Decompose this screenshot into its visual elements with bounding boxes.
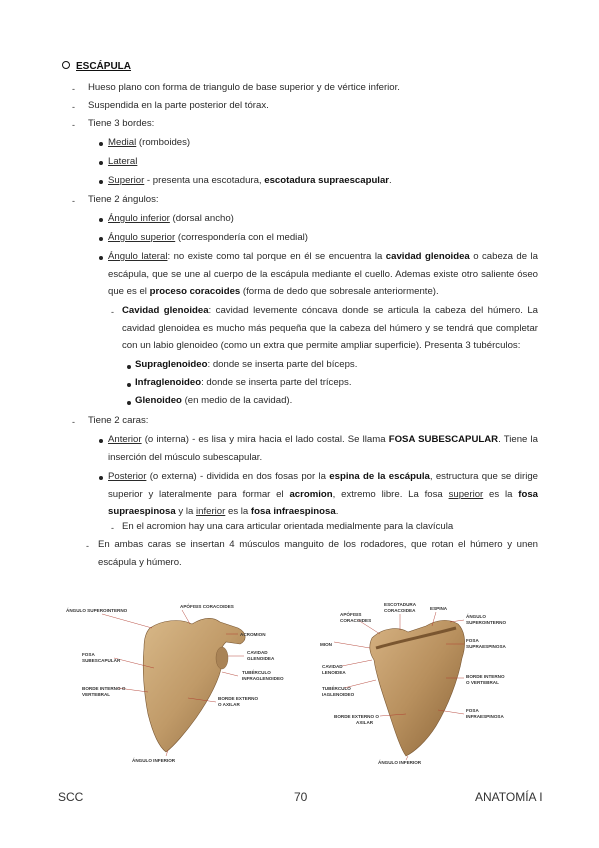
figure-label: BORDE INTERNO O xyxy=(82,686,126,691)
page-number: 70 xyxy=(294,790,308,804)
dash-bullet-icon: - xyxy=(72,417,75,427)
figure-label: CORACOIDEA xyxy=(384,608,416,613)
figure-label: BORDE INTERNO xyxy=(466,674,505,679)
dot-bullet-icon xyxy=(99,161,103,165)
figure-label: MION xyxy=(320,642,332,647)
text-line: Suspendida en la parte posterior del tórax. xyxy=(88,100,269,111)
figure-label: INFRAGLENOIDEO xyxy=(242,676,284,681)
figure-label: ÁNGULO xyxy=(466,614,486,619)
figure-label: TUBÉRCULO xyxy=(242,670,271,675)
figure-label: BORDE EXTERNO xyxy=(218,696,259,701)
figure-label: ÁNGULO SUPEROINTERNO xyxy=(66,608,128,613)
figure-label: VERTEBRAL xyxy=(82,692,111,697)
text-line: Tiene 2 caras: xyxy=(88,415,149,426)
text-line: Lateral xyxy=(108,156,138,167)
dot-bullet-icon xyxy=(99,476,103,480)
dash-bullet-icon: - xyxy=(72,102,75,112)
footer-left: SCC xyxy=(58,790,84,804)
text-line: Ángulo superior (correspondería con el medial) xyxy=(108,232,308,243)
figure-label: ÁNGULO INFERIOR xyxy=(378,760,422,765)
figure-label: CAVIDAD xyxy=(247,650,268,655)
figure-label: FOSA xyxy=(466,638,479,643)
scapula-posterior-figure xyxy=(316,598,548,770)
figure-label: SUBESCAPULAR xyxy=(82,658,121,663)
dot-bullet-icon xyxy=(99,180,103,184)
dot-bullet-icon xyxy=(99,218,103,222)
figure-label: ÁNGULO INFERIOR xyxy=(132,758,176,763)
dot-bullet-icon xyxy=(127,401,131,405)
figure-label: FOSA xyxy=(82,652,95,657)
footer-right: ANATOMÍA I xyxy=(475,790,543,804)
paragraph: Posterior (o externa) - dividida en dos fosas por la espina de la escápula, estructura que se dirige superior y lateralmente para formar el acromion, extremo libre. La fosa superior es la fosa supraespinosa y la inferior es la fosa infraespinosa. xyxy=(108,471,538,518)
text-line: Hueso plano con forma de triangulo de base superior y de vértice inferior. xyxy=(88,82,400,93)
figure-label: SUPEROINTERNO xyxy=(466,620,507,625)
paragraph: Anterior (o interna) - es lisa y mira hacia el lado costal. Se llama FOSA SUBESCAPULAR. Tiene la inserción del músculo subescapular. xyxy=(108,434,538,463)
figure-label: AXILAR xyxy=(356,720,374,725)
figure-label: ACROMION xyxy=(240,632,266,637)
dot-bullet-icon xyxy=(99,237,103,241)
dash-bullet-icon: - xyxy=(72,84,75,94)
figure-label: BORDE EXTERNO O xyxy=(334,714,379,719)
figure-label: INFRAESPINOSA xyxy=(466,714,504,719)
dot-bullet-icon xyxy=(99,439,103,443)
figure-label: FOSA xyxy=(466,708,479,713)
text-line: Supraglenoideo: donde se inserta parte del bíceps. xyxy=(135,359,358,370)
text-line: Infraglenoideo: donde se inserta parte del tríceps. xyxy=(135,377,352,388)
dash-bullet-icon: - xyxy=(72,196,75,206)
paragraph: Ángulo lateral: no existe como tal porque en él se encuentra la cavidad glenoidea o cabeza de la escápula, que se une al cuerpo de la escápula mediante el cuello. Ademas existe otro saliente óseo que es el proceso coracoides (forma de dedo que sobresale anteriormente). xyxy=(108,251,538,298)
text-line: Ángulo inferior (dorsal ancho) xyxy=(108,213,234,224)
dash-bullet-icon: - xyxy=(111,523,114,533)
figure-label: GLENOIDEA xyxy=(247,656,275,661)
figure-label: TUBÉRCULO xyxy=(322,686,351,691)
paragraph: En ambas caras se insertan 4 músculos manguito de los rodadores, que rotan el húmero y unen escápula y húmero. xyxy=(98,539,538,568)
dash-bullet-icon: - xyxy=(72,120,75,130)
circle-bullet-icon xyxy=(62,61,70,69)
figure-label: APÓFISIS CORACOIDES xyxy=(180,604,234,609)
figure-label: SUPRAESPINOSA xyxy=(466,644,506,649)
scapula-posterior-bone xyxy=(370,620,465,756)
text-line: Glenoideo (en medio de la cavidad). xyxy=(135,395,293,406)
dot-bullet-icon xyxy=(127,383,131,387)
dash-bullet-icon: - xyxy=(111,307,114,317)
dot-bullet-icon xyxy=(127,365,131,369)
scapula-anterior-figure xyxy=(62,598,294,770)
figure-label: O VERTEBRAL xyxy=(466,680,499,685)
scapula-anterior-bone xyxy=(143,618,245,752)
text-line: Superior - presenta una escotadura, escotadura supraescapular. xyxy=(108,175,392,186)
text-line: Tiene 3 bordes: xyxy=(88,118,155,129)
figure-label: APÓFISIS xyxy=(340,612,362,617)
figure-label: O AXILAR xyxy=(218,702,240,707)
text-line: Medial (romboides) xyxy=(108,137,191,148)
figure-label: IAGLENOIDEO xyxy=(322,692,355,697)
text-line: En el acromion hay una cara articular orientada medialmente para la clavícula xyxy=(122,521,454,532)
figure-label: CAVIDAD xyxy=(322,664,343,669)
figure-label: CORACOIDES xyxy=(340,618,372,623)
dot-bullet-icon xyxy=(99,256,103,260)
figure-label: LENOIDEA xyxy=(322,670,346,675)
paragraph: Cavidad glenoidea: cavidad levemente cóncava donde se articula la cabeza del húmero. La cavidad glenoidea es mucho más pequeña que la cabeza del húmero y se tendrá que completar con un labio glenoideo (como un extra que permite ampliar superficie). Presenta 3 tubérculos: xyxy=(122,305,538,352)
text-line: Tiene 2 ángulos: xyxy=(88,194,159,205)
dash-bullet-icon: - xyxy=(86,541,89,551)
figure-label: ESPINA xyxy=(430,606,448,611)
section-title: ESCÁPULA xyxy=(62,61,131,72)
figure-label: ESCOTADURA xyxy=(384,602,417,607)
dot-bullet-icon xyxy=(99,142,103,146)
